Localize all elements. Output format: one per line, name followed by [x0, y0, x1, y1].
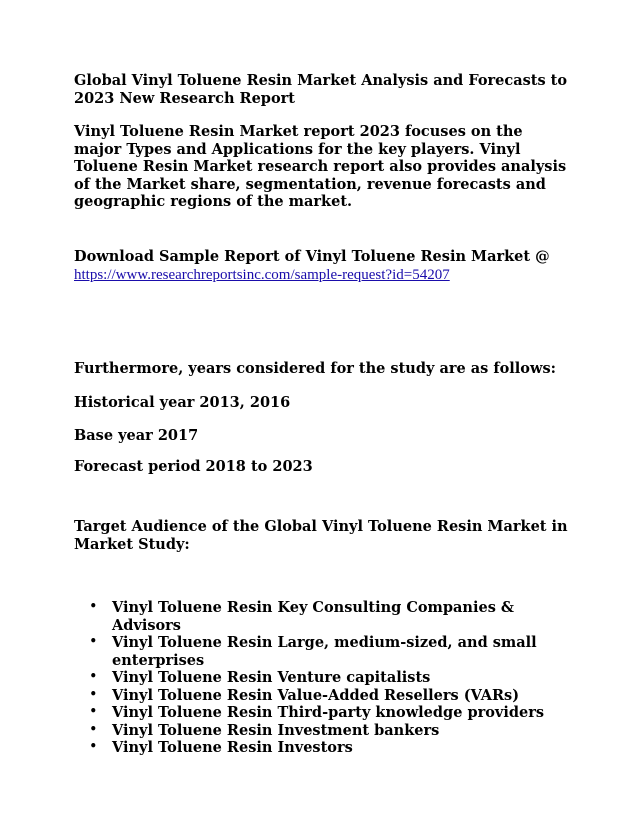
list-item: • Vinyl Toluene Resin Venture capitalists — [112, 669, 574, 687]
intro-paragraph: Vinyl Toluene Resin Market report 2023 focuses on the major Types and Applications for the key players. Vinyl Toluene Resin Market research report also provides analysis of the Market share, segmentation, revenue forecasts and geographic regions of the market. — [74, 123, 567, 210]
sample-request-link[interactable]: https://www.researchreportsinc.com/sample-request?id=54207 — [74, 266, 450, 283]
list-item: • Vinyl Toluene Resin Large, medium-sized, and small enterprises — [112, 634, 574, 669]
list-item: • Vinyl Toluene Resin Investors — [112, 739, 574, 757]
download-label: Download Sample Report of Vinyl Toluene Resin Market @ — [74, 248, 550, 265]
list-item: • Vinyl Toluene Resin Investment bankers — [112, 722, 574, 740]
download-section — [74, 248, 574, 284]
years-heading: Furthermore, years considered for the study are as follows: — [74, 360, 556, 377]
list-item: • Vinyl Toluene Resin Value-Added Resellers (VARs) — [112, 687, 574, 705]
base-year: Base year 2017 — [74, 427, 199, 444]
audience-list — [74, 599, 574, 757]
forecast-period: Forecast period 2018 to 2023 — [74, 458, 313, 475]
audience-heading: Target Audience of the Global Vinyl Toluene Resin Market in Market Study: — [74, 518, 568, 553]
list-item: • Vinyl Toluene Resin Third-party knowledge providers — [112, 704, 574, 722]
historical-year: Historical year 2013, 2016 — [74, 394, 291, 411]
list-item: • Vinyl Toluene Resin Key Consulting Companies & Advisors — [112, 599, 574, 634]
report-title: Global Vinyl Toluene Resin Market Analysis and Forecasts to 2023 New Research Report — [74, 72, 568, 107]
